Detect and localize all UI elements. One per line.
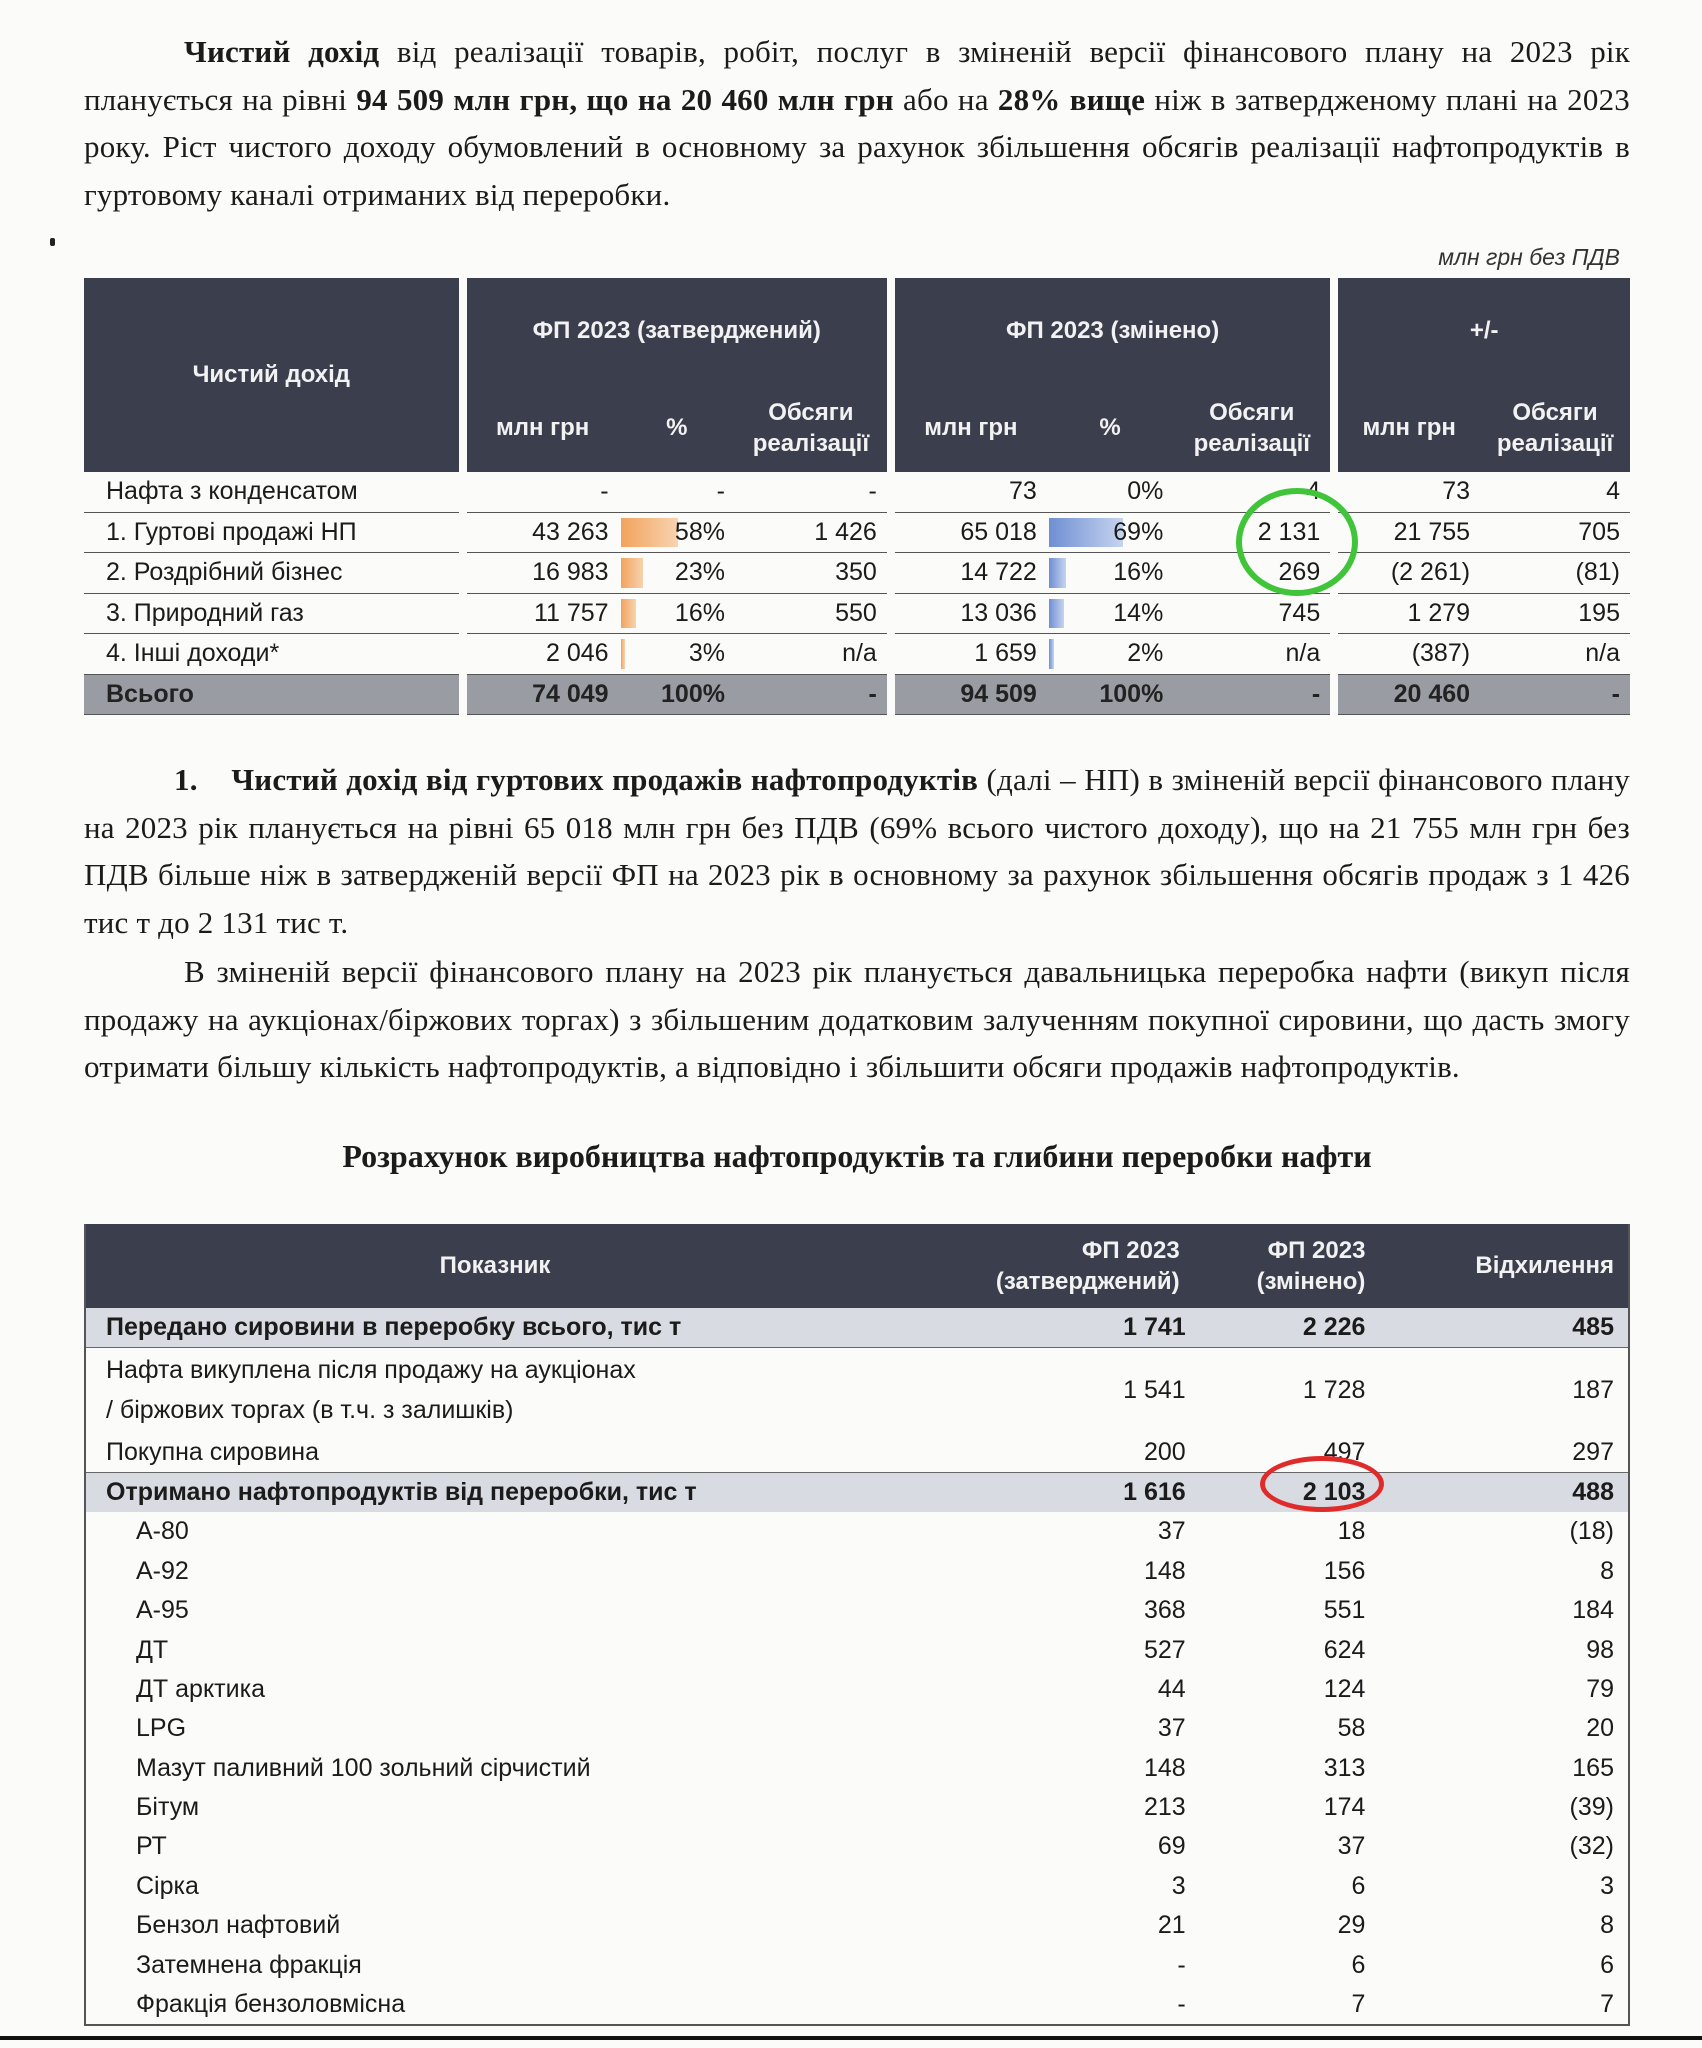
section1-paragraph1 [84,756,1630,946]
col-group-changed: ФП 2023 (змінено) [895,278,1330,384]
cell-approved: 148 [1143,1753,1186,1782]
cell-d-vol: 4 [1480,472,1630,512]
row-label: А-95 [136,1596,189,1625]
col-approved: ФП 2023 (затверджений) [904,1224,1200,1308]
cell-d-vol: n/a [1480,634,1630,675]
row-label: РТ [136,1832,167,1861]
column-gap [1330,674,1338,715]
cell-b-mln: 65 018 [895,512,1047,553]
cell-d-mln: 21 755 [1338,512,1480,553]
column-gap [1330,634,1338,675]
cell-deviation: 6 [1600,1950,1614,1979]
table1-unit-note: млн грн без ПДВ [1438,244,1620,270]
cell-approved: 37 [1157,1517,1186,1546]
table-row [85,1348,1629,1433]
cell-deviation: 187 [1572,1375,1614,1404]
cell-pct [619,593,735,634]
row-label: 4. Інші доходи* [84,634,459,675]
table-row [85,1788,1629,1827]
cell-deviation: 20 [1586,1714,1614,1743]
pct-value: 14% [1113,598,1164,627]
column-gap [459,634,467,675]
pct-value: 0% [1127,477,1164,506]
net-income-table [84,278,1630,715]
row-label: Отримано нафтопродуктів від переробки, тис т [85,1472,904,1512]
column-gap [887,512,895,553]
percent-bar [621,518,678,548]
cell-b-mln: 14 722 [895,553,1047,594]
percent-bar [1049,599,1064,629]
percent-bar [1049,639,1054,669]
row-label: Бітум [136,1793,200,1822]
cell-b-vol: 745 [1173,593,1330,634]
column-gap [887,634,895,675]
cell-a-vol: n/a [735,634,887,675]
section1-number: 1. [174,762,198,797]
pct-value: 2% [1127,639,1164,668]
column-gap [459,593,467,634]
cell-a-vol: - [735,472,887,512]
table-row [85,1749,1629,1788]
total-a-mln: 74 049 [467,674,619,715]
table-row [85,1472,1629,1512]
column-gap [887,593,895,634]
cell-b-mln: 13 036 [895,593,1047,634]
row-label: 3. Природний газ [84,593,459,634]
section1-rest: (далі – НП) в зміненій версії фінансового плану на 2023 рік планується на рівні 65 018 млн грн без ПДВ (69% всього чистого доходу), що на 21 755 млн грн без ПДВ більше ніж в затвердженій версії ФП на 2023 рік в основному за рахунок збільшення обсягів продаж з 1 426 тис т до 2 131 тис т. [84,762,1630,940]
table-row [84,593,1630,634]
table-row [85,1827,1629,1866]
pct-value: 16% [1113,558,1164,587]
row-label: 1. Гуртові продажі НП [84,512,459,553]
cell-b-vol: 4 [1173,472,1330,512]
row-label: Передано сировини в переробку всього, тис т [85,1308,904,1348]
cell-approved: 368 [1143,1596,1186,1625]
cell-d-mln: 73 [1338,472,1480,512]
cell-changed: 174 [1323,1793,1366,1822]
table-row [85,1552,1629,1591]
section1-paragraph2: В зміненій версії фінансового плану на 2023 рік планується давальницька переробка нафти (викуп після продажу на аукціонах/біржових торгах) з збільшеним додатковим залученням покупної сировини, що дасть змогу отримати більшу кількість нафтопродуктів, а відповідно і збільшити обсяги продажів нафтопродуктів. [84,954,1630,1084]
total-a-vol: - [735,674,887,715]
cell-deviation: 98 [1586,1635,1614,1664]
percent-bar [1049,558,1066,588]
green-circle-annotation [1236,488,1358,596]
cell-changed: 124 [1323,1674,1366,1703]
cell-d-vol: 705 [1480,512,1630,553]
row-label: Затемнена фракція [136,1950,362,1979]
cell-deviation: 3 [1600,1871,1614,1900]
row-label: А-92 [136,1556,189,1585]
cell-deviation: 8 [1600,1911,1614,1940]
cell-approved: 527 [1143,1635,1186,1664]
cell-approved: 3 [1171,1871,1186,1900]
row-label: Бензол нафтовий [136,1911,341,1940]
cell-a-vol: 1 426 [735,512,887,553]
cell-d-mln: 1 279 [1338,593,1480,634]
cell-approved: 21 [1157,1911,1186,1940]
cell-changed: 58 [1337,1714,1366,1743]
cell-deviation: (32) [1569,1832,1614,1861]
total-label: Всього [84,674,459,715]
percent-bar [621,599,637,629]
cell-changed: 156 [1323,1556,1366,1585]
table-row [85,1308,1629,1348]
cell-pct [1047,553,1174,594]
cell-approved: 69 [1157,1832,1186,1861]
table-row [84,472,1630,512]
col-b-vol: Обсяги реалізації [1173,384,1330,472]
cell-changed: 37 [1337,1832,1366,1861]
cell-changed: 7 [1200,1985,1380,2025]
col-a-vol: Обсяги реалізації [735,384,887,472]
cell-changed: 313 [1323,1753,1366,1782]
cell-deviation: 485 [1379,1308,1629,1348]
cell-approved: 200 [1143,1437,1186,1466]
cell-pct [619,512,735,553]
cell-approved: - [1177,1950,1186,1979]
percent-bar [1049,518,1123,548]
pct-value: 3% [688,639,725,668]
cell-pct [619,472,735,512]
row-label: Сірка [136,1871,199,1900]
column-gap [459,512,467,553]
cell-changed: 29 [1337,1911,1366,1940]
total-a-pct: 100% [619,674,735,715]
scan-speck [50,238,55,246]
cell-approved: - [904,1985,1200,2025]
cell-changed: 2 226 [1200,1308,1380,1348]
row-label: Нафта з конденсатом [84,472,459,512]
table-row [85,1630,1629,1669]
table-row [85,1432,1629,1472]
total-d-mln: 20 460 [1338,674,1480,715]
column-gap [887,553,895,594]
table-row [85,1709,1629,1748]
cell-a-mln: 2 046 [467,634,619,675]
pct-value: 58% [674,517,725,546]
cell-a-vol: 550 [735,593,887,634]
cell-deviation: 488 [1379,1472,1629,1512]
pct-value: 16% [674,598,725,627]
row-label: LPG [136,1714,187,1743]
cell-changed: 6 [1351,1871,1366,1900]
total-b-vol: - [1173,674,1330,715]
cell-b-vol: n/a [1173,634,1330,675]
col-deviation: Відхилення [1379,1224,1629,1308]
total-b-mln: 94 509 [895,674,1047,715]
row-label: Покупна сировина [106,1437,320,1466]
cell-pct [1047,593,1174,634]
row-label: 2. Роздрібний бізнес [84,553,459,594]
table-row [85,1670,1629,1709]
cell-d-mln: (2 261) [1338,553,1480,594]
total-row [84,674,1630,715]
cell-deviation: 165 [1572,1753,1614,1782]
cell-b-vol: 269 [1173,553,1330,594]
row-label: А-80 [136,1517,189,1546]
cell-deviation: 7 [1379,1985,1629,2025]
cell-d-vol: 195 [1480,593,1630,634]
cell-changed: 624 [1323,1635,1366,1664]
column-gap [887,472,895,512]
cell-pct [1047,634,1174,675]
column-gap [887,674,895,715]
col-d-mln: млн грн [1338,384,1480,472]
cell-b-mln: 73 [895,472,1047,512]
cell-deviation: (39) [1569,1793,1614,1822]
cell-d-vol: (81) [1480,553,1630,594]
cell-approved: 1 616 [904,1472,1200,1512]
table-row [85,1591,1629,1630]
cell-b-mln: 1 659 [895,634,1047,675]
intro-paragraph: Чистий дохід від реалізації товарів, робіт, послуг в зміненій версії фінансового плану на 2023 рік планується на рівні 94 509 млн грн, що на 20 460 млн грн або на 28% вище ніж в затвердженому плані на 2023 року. Ріст чистого доходу обумовлений в основному за рахунок збільшення обсягів реалізації нафтопродуктів в гуртовому каналі отриманих від переробки. [84,34,1630,212]
row-label: ДТ арктика [136,1674,265,1703]
production-table [84,1224,1630,2026]
pct-value: 69% [1113,517,1164,546]
col-changed: ФП 2023 (змінено) [1200,1224,1380,1308]
bottom-rule [0,2036,1702,2040]
cell-pct [1047,472,1174,512]
column-gap [459,553,467,594]
cell-a-mln: 11 757 [467,593,619,634]
column-gap [459,472,467,512]
cell-a-mln: - [467,472,619,512]
pct-value: 23% [674,558,725,587]
pct-value: - [716,477,725,506]
row-label: Нафта викуплена після продажу на аукціонах / біржових торгах (в т.ч. з залишків) [106,1356,636,1425]
col-d-vol: Обсяги реалізації [1480,384,1630,472]
cell-changed: 497 [1323,1437,1366,1466]
table-row [85,1985,1629,2025]
cell-deviation: 297 [1572,1437,1614,1466]
cell-a-mln: 43 263 [467,512,619,553]
col-indicator: Показник [85,1224,904,1308]
cell-approved: 44 [1157,1674,1186,1703]
cell-pct [619,553,735,594]
cell-deviation: (18) [1569,1517,1614,1546]
col-group-diff: +/- [1338,278,1630,384]
table-row [85,1512,1629,1551]
cell-deviation: 79 [1586,1674,1614,1703]
red-circle-annotation [1260,1456,1384,1512]
cell-deviation: 8 [1600,1556,1614,1585]
row-label: Мазут паливний 100 зольний сірчистий [136,1753,591,1782]
table-row [85,1945,1629,1984]
col-b-mln: млн грн [895,384,1047,472]
total-d-vol: - [1480,674,1630,715]
cell-pct [1047,512,1174,553]
cell-changed: 1 728 [1302,1375,1366,1404]
col-group-approved: ФП 2023 (затверджений) [467,278,887,384]
cell-b-vol: 2 131 [1173,512,1330,553]
cell-changed: 2 103 [1200,1472,1380,1512]
table-row [84,512,1630,553]
column-gap [459,674,467,715]
cell-approved: 37 [1157,1714,1186,1743]
total-b-pct: 100% [1047,674,1174,715]
col-a-mln: млн грн [467,384,619,472]
cell-pct [619,634,735,675]
table-row [85,1906,1629,1945]
cell-a-vol: 350 [735,553,887,594]
table-row [84,553,1630,594]
percent-bar [621,639,626,669]
col-a-pct: % [619,384,735,472]
cell-d-mln: (387) [1338,634,1480,675]
cell-changed: 551 [1323,1596,1366,1625]
section1-bold-lead: Чистий дохід від гуртових продажів нафтопродуктів [231,762,979,797]
percent-bar [621,558,644,588]
cell-approved: 1 741 [904,1308,1200,1348]
cell-approved: 213 [1143,1793,1186,1822]
table-row [84,634,1630,675]
cell-changed: 6 [1351,1950,1366,1979]
cell-a-mln: 16 983 [467,553,619,594]
table2-title: Розрахунок виробництва нафтопродуктів та глибини переробки нафти [342,1138,1372,1174]
cell-approved: 148 [1143,1556,1186,1585]
row-label: ДТ [136,1635,169,1664]
col-b-pct: % [1047,384,1174,472]
table-row [85,1867,1629,1906]
row-label: Фракція бензоловмісна [85,1985,904,2025]
cell-approved: 1 541 [1123,1375,1186,1404]
column-gap [1330,593,1338,634]
cell-changed: 18 [1337,1517,1366,1546]
cell-deviation: 184 [1572,1596,1614,1625]
col-header-net-income: Чистий дохід [84,278,459,472]
